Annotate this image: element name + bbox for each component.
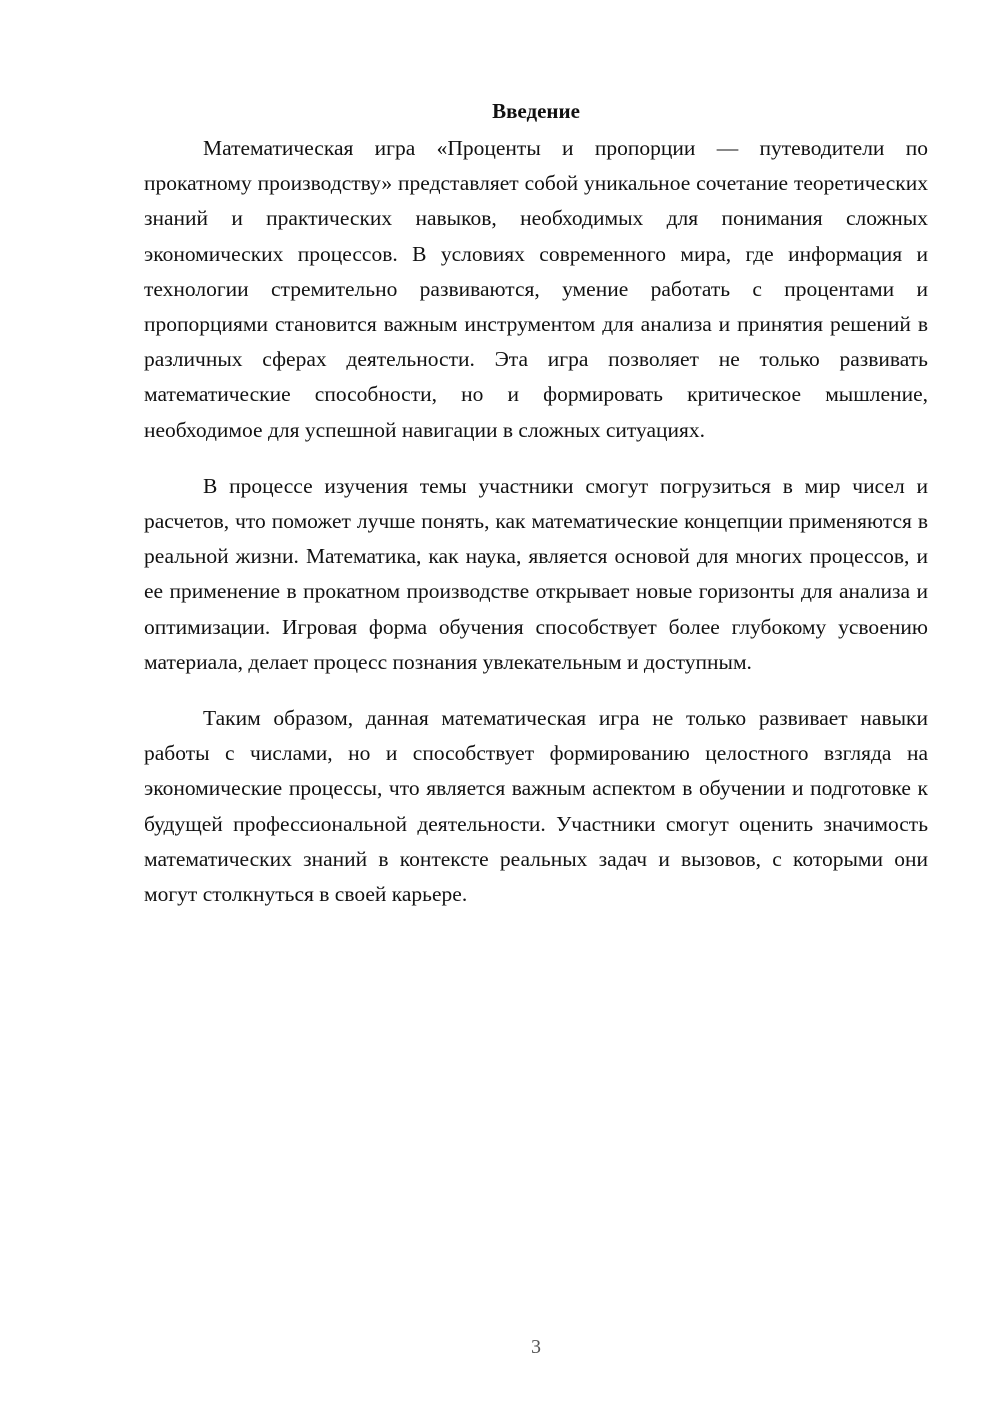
page-content xyxy=(144,96,928,933)
paragraph-3: Таким образом, данная математическая игра не только развивает навыки работы с числами, но и способствует формированию целостного взгляда на экономические процессы, что является важным аспектом в обучении и подготовке к будущей профессиональной деятельности. Участники смогут оценить значимость математических знаний в контексте реальных задач и вызовов, с которыми они могут столкнуться в своей карьере. xyxy=(144,706,928,907)
paragraph-1: Математическая игра «Проценты и пропорции — путеводители по прокатному производству» представляет собой уникальное сочетание теоретических знаний и практических навыков, необходимых для понимания сложных экономических процессов. В условиях современного мира, где информация и технологии стремительно развиваются, умение работать с процентами и пропорциями становится важным инструментом для анализа и принятия решений в различных сферах деятельности. Эта игра позволяет не только развивать математические способности, но и формировать критическое мышление, необходимое для успешной навигации в сложных ситуациях. xyxy=(144,136,928,442)
page-number: 3 xyxy=(531,1336,541,1358)
paragraph-2: В процессе изучения темы участники смогут погрузиться в мир чисел и расчетов, что поможет лучше понять, как математические концепции применяются в реальной жизни. Математика, как наука, является основой для многих процессов, и ее применение в прокатном производстве открывает новые горизонты для анализа и оптимизации. Игровая форма обучения способствует более глубокому усвоению материала, делает процесс познания увлекательным и доступным. xyxy=(144,473,928,674)
section-heading: Введение xyxy=(492,99,580,123)
